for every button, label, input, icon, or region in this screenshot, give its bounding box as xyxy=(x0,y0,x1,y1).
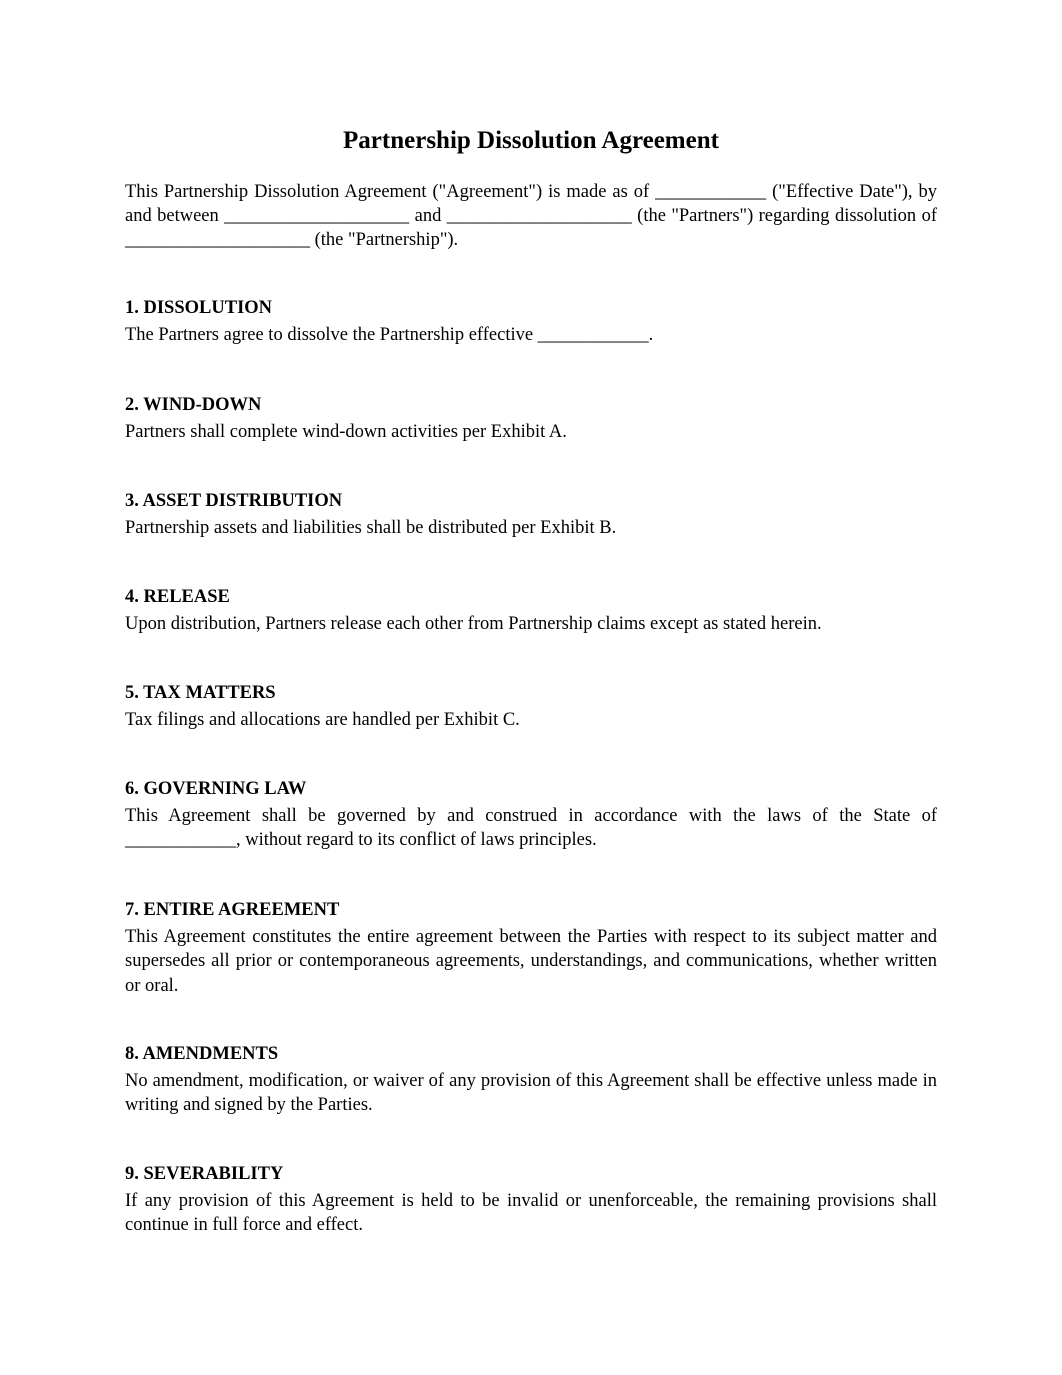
section-heading: 3. ASSET DISTRIBUTION xyxy=(125,491,343,511)
section-amendments xyxy=(125,1042,937,1118)
section-body: The Partners agree to dissolve the Partnership effective ____________. xyxy=(125,325,654,346)
section-body: No amendment, modification, or waiver of any provision of this Agreement shall be effective unless made in writing and signed by the Parties. xyxy=(125,1071,937,1116)
document-title: Partnership Dissolution Agreement xyxy=(343,127,719,154)
section-body: Upon distribution, Partners release each other from Partnership claims except as stated herein. xyxy=(125,614,822,635)
section-heading: 6. GOVERNING LAW xyxy=(125,779,307,799)
section-heading: 8. AMENDMENTS xyxy=(125,1044,279,1064)
section-body: Partnership assets and liabilities shall be distributed per Exhibit B. xyxy=(125,518,617,539)
section-body: This Agreement constitutes the entire agreement between the Parties with respect to its subject matter and supersedes all prior or contemporaneous agreements, understandings, and communications, whether written or oral. xyxy=(125,927,937,996)
section-heading: 5. TAX MATTERS xyxy=(125,683,276,703)
section-release xyxy=(125,585,937,636)
section-tax-matters xyxy=(125,681,937,732)
section-dissolution xyxy=(125,296,937,347)
section-wind-down xyxy=(125,393,937,444)
section-body: This Agreement shall be governed by and construed in accordance with the laws of the State of ____________, without regard to its conflict of laws principles. xyxy=(125,806,937,851)
intro-paragraph: This Partnership Dissolution Agreement ("Agreement") is made as of ____________ ("Effective Date"), by and between ____________________ and ____________________ (the "Partners") regarding dissolution of ____________________ (the "Partnership"). xyxy=(125,182,937,251)
section-body: Tax filings and allocations are handled per Exhibit C. xyxy=(125,710,520,731)
section-heading: 1. DISSOLUTION xyxy=(125,298,273,318)
section-heading: 4. RELEASE xyxy=(125,587,230,607)
section-heading: 2. WIND-DOWN xyxy=(125,395,262,415)
section-heading: 9. SEVERABILITY xyxy=(125,1164,284,1184)
section-heading: 7. ENTIRE AGREEMENT xyxy=(125,900,340,920)
section-governing-law xyxy=(125,777,937,853)
section-body: If any provision of this Agreement is held to be invalid or unenforceable, the remaining provisions shall continue in full force and effect. xyxy=(125,1191,937,1236)
section-entire-agreement xyxy=(125,898,937,998)
section-body: Partners shall complete wind-down activities per Exhibit A. xyxy=(125,422,567,443)
section-severability xyxy=(125,1162,937,1238)
section-asset-distribution xyxy=(125,489,937,540)
document-body xyxy=(125,180,937,1236)
